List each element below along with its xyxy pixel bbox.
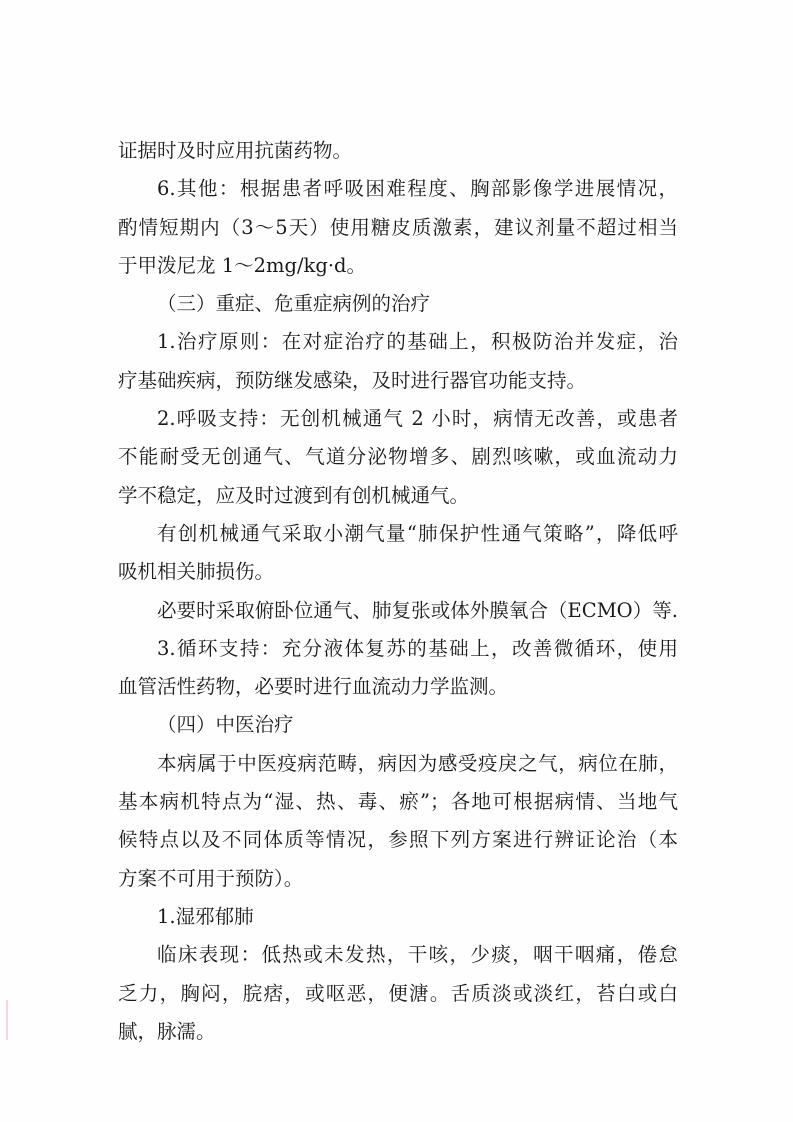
body-text [118,132,678,1051]
text-line: 血管活性药物，必要时进行血流动力学监测。 [118,675,509,699]
margin-mark [6,1000,8,1040]
text-line: 候特点以及不同体质等情况，参照下列方案进行辨证论治（本 [118,828,678,852]
text-line: 酌情短期内（3～5天）使用糖皮质激素，建议剂量不超过相当 [118,215,678,239]
text-line: 不能耐受无创通气、气道分泌物增多、剧烈咳嗽，或血流动力 [118,445,678,469]
text-line: 6.其他：根据患者呼吸困难程度、胸部影像学进展情况， [157,177,678,201]
text-line: 必要时采取俯卧位通气、肺复张或体外膜氧合（ECMO）等. [157,598,678,622]
text-line: 疗基础疾病，预防继发感染，及时进行器官功能支持。 [118,368,587,392]
text-line: 2.呼吸支持：无创机械通气 2 小时，病情无改善，或患者 [157,407,678,431]
text-line: 方案不可用于预防）。 [118,866,304,890]
text-line: 有创机械通气采取小潮气量“肺保护性通气策略”，降低呼 [157,521,678,545]
text-line: 腻，脉濡。 [118,1019,216,1043]
text-line: 证据时及时应用抗菌药物。 [118,139,353,162]
text-line: 学不稳定，应及时过渡到有创机械通气。 [118,483,470,507]
text-line: 本病属于中医疫病范畴，病因为感受疫戾之气，病位在肺， [157,751,678,775]
text-line: 临床表现：低热或未发热，干咳，少痰，咽干咽痛，倦怠 [157,943,678,967]
text-line: 于甲泼尼龙 1～2mg/kg·d。 [118,253,367,277]
text-line: 吸机相关肺损伤。 [118,560,275,584]
section-heading: 1.湿邪郁肺 [157,904,254,928]
text-line: 乏力，胸闷，脘痞，或呕恶，便溏。舌质淡或淡红，苔白或白 [118,981,678,1005]
text-line: 基本病机特点为“湿、热、毒、瘀”；各地可根据病情、当地气 [118,790,678,814]
section-heading: （四）中医治疗 [157,713,294,737]
text-line: 1.治疗原则：在对症治疗的基础上，积极防治并发症，治 [157,330,678,354]
section-heading: （三）重症、危重症病例的治疗 [157,292,431,316]
text-line: 3.循环支持：充分液体复苏的基础上，改善微循环，使用 [157,636,678,660]
